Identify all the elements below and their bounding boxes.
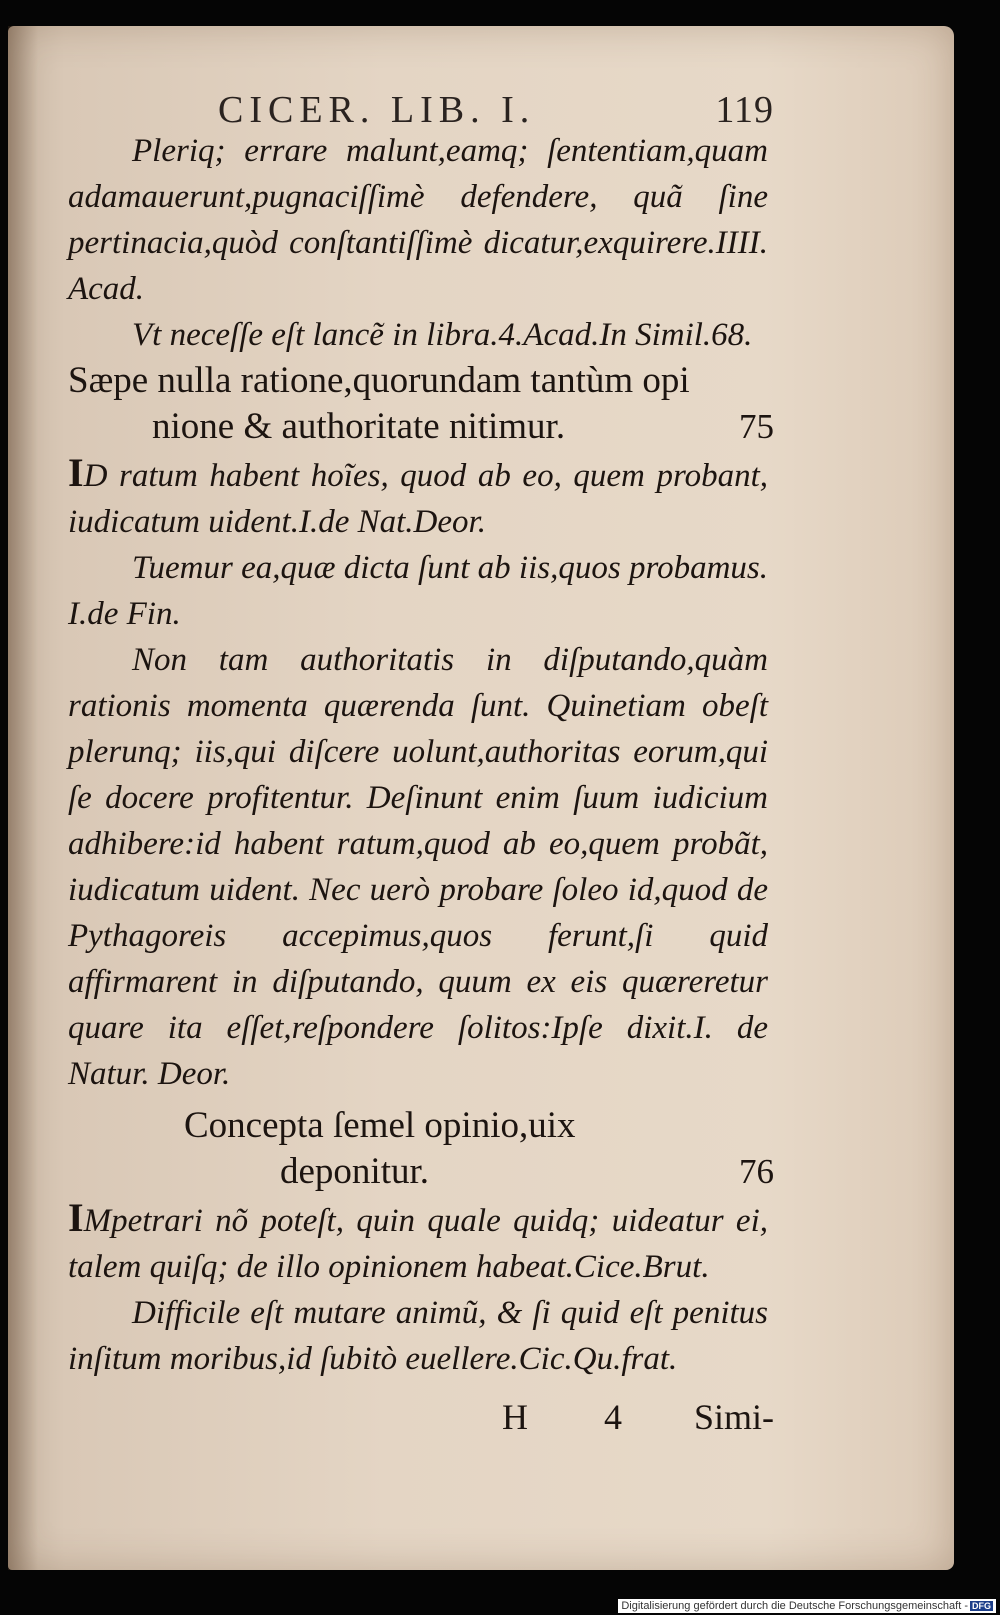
signature-number: 4 (604, 1397, 622, 1437)
paragraph-text: D ratum habent hoĩes, quod ab eo, quem probant, iudicatum uident.I.de Nat.Deor. (68, 458, 768, 540)
paragraph (68, 450, 768, 545)
paragraph-text: Mpetrari nõ poteſt, quin quale quidq; uideatur ei, talem quiſq; de illo opinionem habeat.Cice.Brut. (68, 1203, 768, 1285)
section-number: 75 (739, 407, 774, 446)
page-text-block (68, 80, 774, 1446)
paragraph: Tuemur ea,quæ dicta ſunt ab iis,quos probamus. I.de Fin. (68, 550, 768, 632)
paragraph (68, 1195, 768, 1290)
running-title: CICER. LIB. I. (218, 89, 536, 131)
dfg-logo-icon: DFG (972, 1601, 991, 1611)
section-heading-75 (68, 358, 768, 404)
signature-mark: H (502, 1397, 528, 1437)
section-heading-76 (68, 1103, 768, 1149)
heading-line: nione & authoritate nitimur. (152, 406, 566, 447)
section-number: 76 (739, 1152, 774, 1191)
paragraph: Pleriq; errare malunt,eamq; ſententiam,quam adamauerunt,pugnaciſſimè defendere, quã ſine pertinacia,quòd conſtantiſſimè dicatur,exquirere.IIII. Acad. (68, 133, 768, 307)
paragraph: Difficile eſt mutare animũ, & ſi quid eſt penitus inſitum moribus,id ſubitò euellere.Cic.Qu.frat. (68, 1295, 768, 1377)
credit-text: Digitalisierung gefördert durch die Deutsche Forschungsgemeinschaft - (621, 1600, 968, 1612)
page-number: 119 (715, 89, 774, 131)
paragraph: Vt neceſſe eſt lancẽ in libra.4.Acad.In Simil.68. (132, 317, 753, 353)
catchline (68, 1396, 774, 1446)
heading-line: Concepta ſemel opinio,uix (184, 1105, 576, 1146)
initial-letter: I (68, 1195, 84, 1240)
initial-letter: I (68, 450, 84, 495)
catchword: Simi- (693, 1397, 774, 1437)
running-header (68, 80, 774, 131)
heading-line: Sæpe nulla ratione,quorundam tantùm opi (68, 360, 690, 401)
digitization-credit (618, 1599, 996, 1613)
paragraph: Non tam authoritatis in diſputando,quàm rationis momenta quærenda ſunt. Quinetiam obeſt plerunq; iis,qui diſcere uolunt,authoritas eorum,qui ſe docere profitentur. Deſinunt enim ſuum iudicium adhibere:id habent ratum,quod ab eo,quem probãt, iudicatum uident. Nec uerò probare ſoleo id,quod de Pythagoreis accepimus,quos ferunt,ſi quid affirmarent in diſputando, quum ex eis quæreretur quare ita eſſet,reſpondere ſolitos:Ipſe dixit.I. de Natur. Deor. (68, 642, 768, 1092)
section-heading-75-line2 (68, 404, 774, 450)
heading-line: deponitur. (280, 1151, 430, 1192)
section-heading-76-line2 (68, 1149, 774, 1195)
